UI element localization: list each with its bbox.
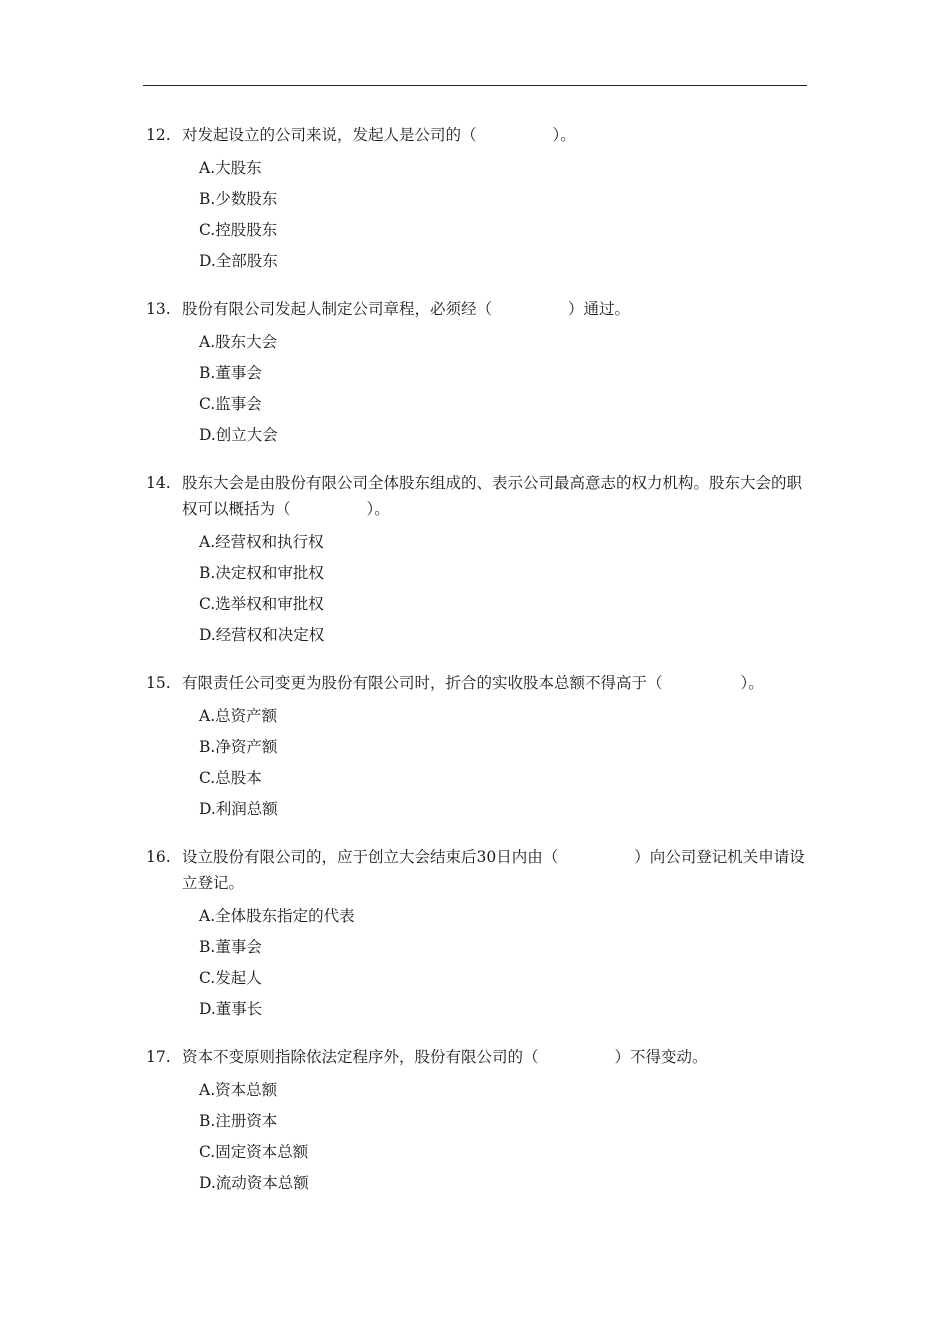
option-list bbox=[199, 901, 808, 1025]
option-c: C.控股股东 bbox=[199, 221, 278, 239]
stem-before: 资本不变原则指除依法定程序外，股份有限公司的（ bbox=[182, 1048, 539, 1066]
question-text bbox=[182, 296, 808, 322]
header-rule bbox=[143, 85, 807, 86]
question-number: 17. bbox=[146, 1048, 171, 1066]
question-stem bbox=[146, 296, 808, 322]
option-a: A.全体股东指定的代表 bbox=[199, 907, 355, 925]
option-list bbox=[199, 327, 808, 451]
stem-before: 股东大会是由股份有限公司全体股东组成的、表示公司最高意志的权力机构。股东大会的职权可以概括为（ bbox=[182, 474, 803, 518]
stem-before: 股份有限公司发起人制定公司章程，必须经（ bbox=[182, 300, 493, 318]
option-d: D.流动资本总额 bbox=[199, 1174, 309, 1192]
option-c: C.监事会 bbox=[199, 395, 262, 413]
question-text bbox=[182, 470, 808, 522]
stem-after: ）向公司登记机关申请设立登记。 bbox=[182, 848, 805, 892]
option-a: A.大股东 bbox=[199, 159, 262, 177]
question-text bbox=[182, 1044, 808, 1070]
stem-after: ）。 bbox=[740, 674, 764, 692]
question-stem bbox=[146, 1044, 808, 1070]
option-a: A.股东大会 bbox=[199, 333, 278, 351]
question-14 bbox=[146, 470, 808, 651]
stem-before: 有限责任公司变更为股份有限公司时，折合的实收股本总额不得高于（ bbox=[182, 674, 663, 692]
question-text bbox=[182, 670, 808, 696]
option-b: B.少数股东 bbox=[199, 190, 278, 208]
option-c: C.总股本 bbox=[199, 769, 262, 787]
option-list bbox=[199, 527, 808, 651]
question-text bbox=[182, 122, 808, 148]
question-number: 12. bbox=[146, 126, 171, 144]
question-15 bbox=[146, 670, 808, 825]
option-a: A.经营权和执行权 bbox=[199, 533, 324, 551]
option-a: A.总资产额 bbox=[199, 707, 278, 725]
question-stem bbox=[146, 470, 808, 522]
option-b: B.决定权和审批权 bbox=[199, 564, 324, 582]
question-stem bbox=[146, 670, 808, 696]
option-d: D.创立大会 bbox=[199, 426, 278, 444]
question-stem bbox=[146, 122, 808, 148]
question-number: 14. bbox=[146, 474, 171, 492]
stem-after: ）。 bbox=[366, 500, 390, 518]
option-d: D.董事长 bbox=[199, 1000, 263, 1018]
option-d: D.全部股东 bbox=[199, 252, 278, 270]
option-c: C.选举权和审批权 bbox=[199, 595, 324, 613]
option-b: B.董事会 bbox=[199, 364, 262, 382]
option-list bbox=[199, 153, 808, 277]
question-number: 16. bbox=[146, 848, 171, 866]
option-a: A.资本总额 bbox=[199, 1081, 278, 1099]
option-d: D.经营权和决定权 bbox=[199, 626, 325, 644]
question-number: 15. bbox=[146, 674, 171, 692]
option-b: B.注册资本 bbox=[199, 1112, 278, 1130]
question-13 bbox=[146, 296, 808, 451]
stem-before: 设立股份有限公司的，应于创立大会结束后30日内由（ bbox=[182, 848, 559, 866]
option-c: C.发起人 bbox=[199, 969, 262, 987]
question-17 bbox=[146, 1044, 808, 1199]
question-16 bbox=[146, 844, 808, 1025]
question-text bbox=[182, 844, 808, 896]
stem-after: ）通过。 bbox=[568, 300, 631, 318]
option-d: D.利润总额 bbox=[199, 800, 278, 818]
stem-after: ）不得变动。 bbox=[614, 1048, 708, 1066]
option-b: B.净资产额 bbox=[199, 738, 278, 756]
question-number: 13. bbox=[146, 300, 171, 318]
option-list bbox=[199, 701, 808, 825]
option-b: B.董事会 bbox=[199, 938, 262, 956]
question-stem bbox=[146, 844, 808, 896]
option-c: C.固定资本总额 bbox=[199, 1143, 309, 1161]
question-list bbox=[146, 122, 808, 1218]
question-12 bbox=[146, 122, 808, 277]
stem-after: ）。 bbox=[552, 126, 576, 144]
option-list bbox=[199, 1075, 808, 1199]
stem-before: 对发起设立的公司来说，发起人是公司的（ bbox=[182, 126, 477, 144]
